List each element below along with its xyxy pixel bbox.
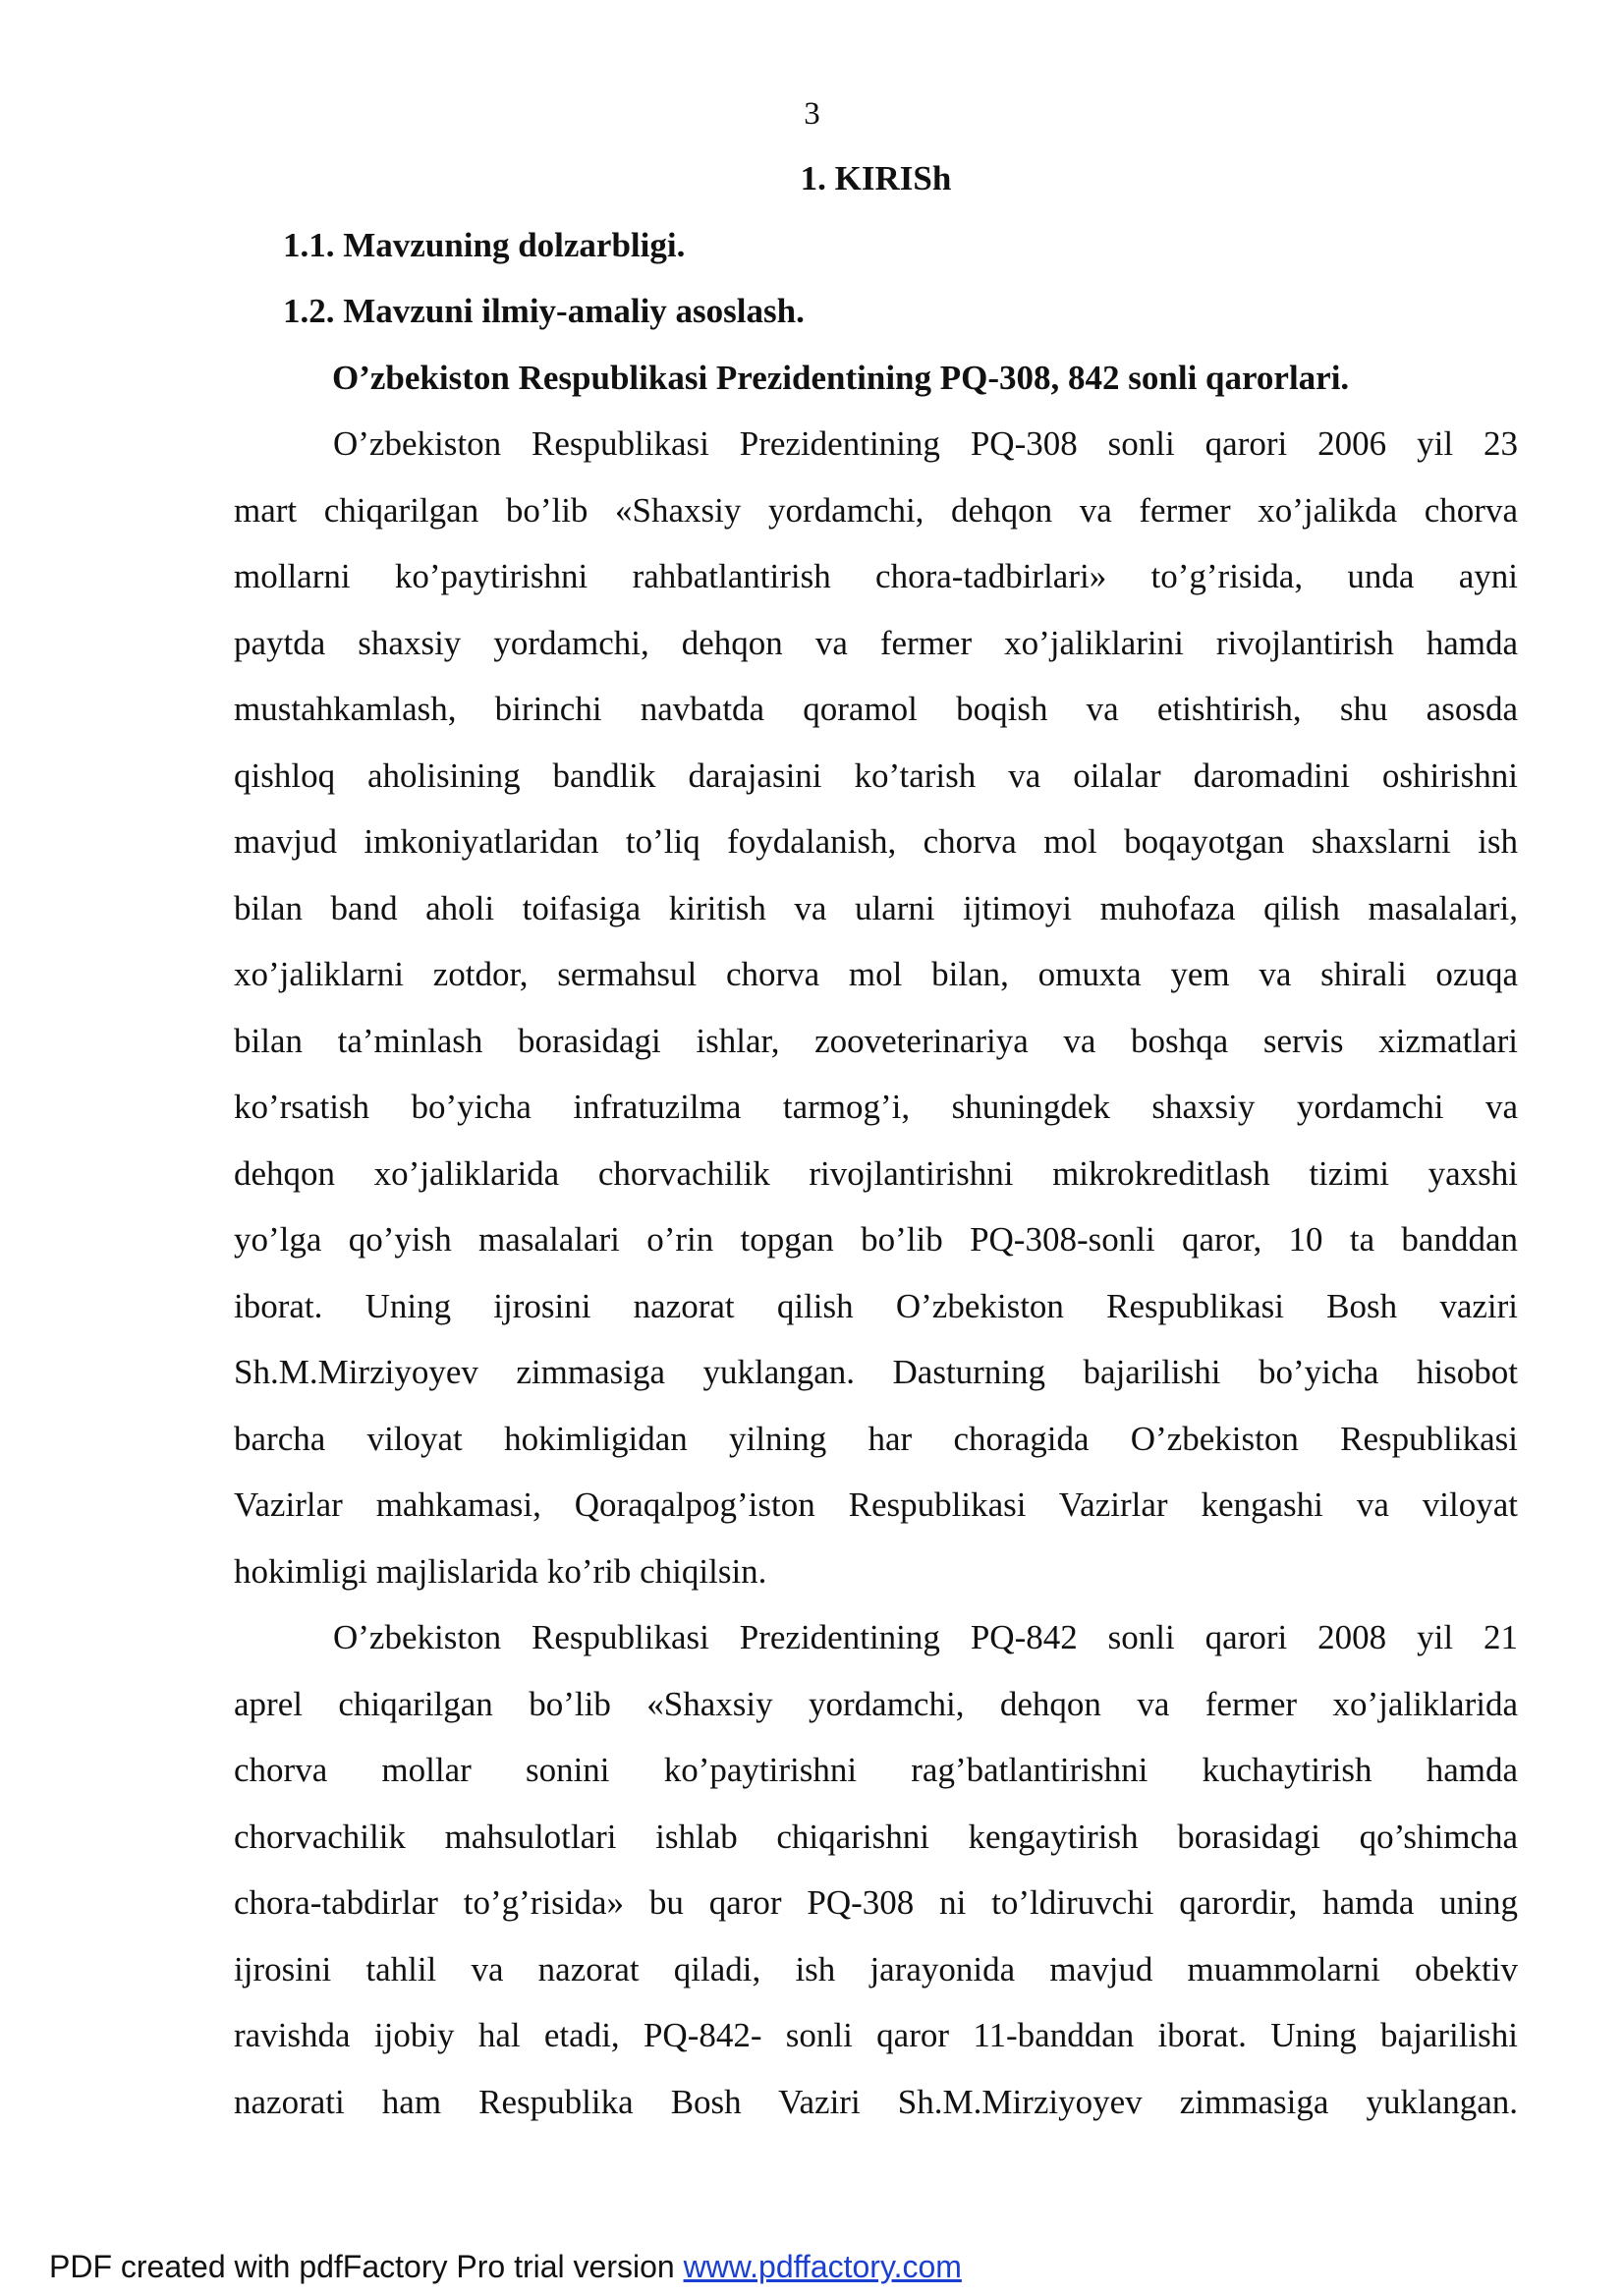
paragraph-2-line: chora-tabdirlar to’g’risida» bu qaror PQ-308 ni to’ldiruvchi qarordir, hamda uning	[234, 1883, 1518, 1922]
paragraph-2-line: ravishda ijobiy hal etadi, PQ-842- sonli qaror 11-banddan iborat. Uning bajarilishi	[234, 2016, 1518, 2054]
paragraph-1-line: dehqon xo’jaliklarida chorvachilik rivojlantirishni mikrokreditlash tizimi yaxshi	[234, 1153, 1518, 1193]
paragraph-1-line: O’zbekiston Respublikasi Prezidentining PQ-308 sonli qarori 2006 yil 23	[333, 424, 1518, 463]
paragraph-1-line: bilan band aholi toifasiga kiritish va ularni ijtimoyi muhofaza qilish masalalari,	[234, 888, 1518, 927]
paragraph-1-line: mustahkamlash, birinchi navbatda qoramol boqish va etishtirish, shu asosda	[234, 690, 1518, 728]
document-body	[234, 145, 1518, 2135]
paragraph-2-line: ijrosini tahlil va nazorat qiladi, ish jarayonida mavjud muammolarni obektiv	[234, 1949, 1518, 1988]
decree-heading: O’zbekiston Respublikasi Prezidentining PQ-308, 842 sonli qarorlari.	[332, 358, 1350, 397]
paragraph-2-line: chorva mollar sonini ko’paytirishni rag’batlantirishni kuchaytirish hamda	[234, 1751, 1518, 1789]
paragraph-2-line: chorvachilik mahsulotlari ishlab chiqarishni kengaytirish borasidagi qo’shimcha	[234, 1817, 1518, 1856]
paragraph-1-line: yo’lga qo’yish masalalari o’rin topgan bo’lib PQ-308-sonli qaror, 10 ta banddan	[234, 1220, 1518, 1259]
paragraph-1-line: paytda shaxsiy yordamchi, dehqon va fermer xo’jaliklarini rivojlantirish hamda	[234, 623, 1518, 662]
paragraph-2-line: nazorati ham Respublika Bosh Vaziri Sh.M.Mirziyoyev zimmasiga yuklangan.	[234, 2082, 1518, 2121]
paragraph-1-line: barcha viloyat hokimligidan yilning har choragida O’zbekiston Respublikasi	[234, 1419, 1518, 1458]
paragraphs-container	[234, 411, 1518, 2135]
page-number: 3	[804, 96, 820, 132]
footer-link[interactable]: www.pdffactory.com	[683, 2249, 962, 2284]
pdf-footer	[49, 2247, 962, 2286]
paragraph-1-line: hokimligi majlislarida ko’rib chiqilsin.	[234, 1551, 767, 1591]
footer-text: PDF created with pdfFactory Pro trial version	[49, 2249, 684, 2284]
section-heading: 1. KIRISh	[800, 159, 952, 197]
paragraph-1-line: qishloq aholisining bandlik darajasini ko’tarish va oilalar daromadini oshirishni	[234, 756, 1518, 795]
paragraph-1-line: mavjud imkoniyatlaridan to’liq foydalanish, chorva mol boqayotgan shaxslarni ish	[234, 822, 1518, 861]
paragraph-1-line: ko’rsatish bo’yicha infratuzilma tarmog’i, shuningdek shaxsiy yordamchi va	[234, 1088, 1518, 1126]
paragraph-1-line: Sh.M.Mirziyoyev zimmasiga yuklangan. Dasturning bajarilishi bo’yicha hisobot	[234, 1353, 1518, 1391]
subheading-justification: 1.2. Mavzuni ilmiy-amaliy asoslash.	[283, 292, 805, 330]
paragraph-1-line: bilan ta’minlash borasidagi ishlar, zooveterinariya va boshqa servis xizmatlari	[234, 1021, 1518, 1060]
paragraph-1-line: Vazirlar mahkamasi, Qoraqalpog’iston Respublikasi Vazirlar kengashi va viloyat	[234, 1485, 1518, 1524]
paragraph-1-line: mart chiqarilgan bo’lib «Shaxsiy yordamchi, dehqon va fermer xo’jalikda chorva	[234, 490, 1518, 530]
subheading-relevance: 1.1. Mavzuning dolzarbligi.	[283, 225, 686, 264]
paragraph-1-line: iborat. Uning ijrosini nazorat qilish O’zbekiston Respublikasi Bosh vaziri	[234, 1286, 1518, 1325]
paragraph-2-line: O’zbekiston Respublikasi Prezidentining PQ-842 sonli qarori 2008 yil 21	[333, 1618, 1518, 1656]
paragraph-1-line: xo’jaliklarni zotdor, sermahsul chorva mol bilan, omuxta yem va shirali ozuqa	[234, 955, 1518, 993]
paragraph-1-line: mollarni ko’paytirishni rahbatlantirish chora-tadbirlari» to’g’risida, unda ayni	[234, 557, 1518, 595]
paragraph-2-line: aprel chiqarilgan bo’lib «Shaxsiy yordamchi, dehqon va fermer xo’jaliklarida	[234, 1684, 1518, 1723]
